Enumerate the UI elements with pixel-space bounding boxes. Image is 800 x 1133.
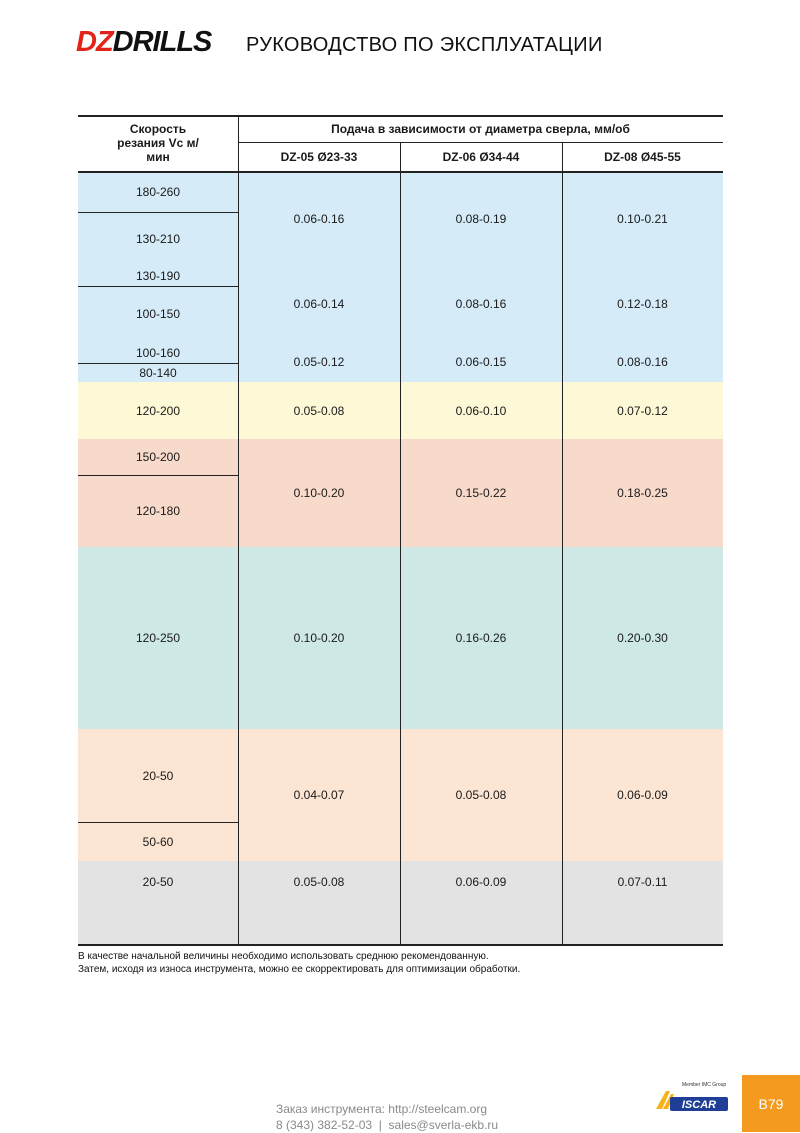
- feed-group-header: Подача в зависимости от диаметра сверла, мм/об: [331, 121, 630, 136]
- speed-cell: 120-200: [135, 403, 181, 418]
- feed-cell: [400, 903, 562, 945]
- speed-cell: 120-180: [135, 504, 181, 518]
- feed-cell: 0.05-0.08: [293, 875, 345, 889]
- feed-cell: 0.15-0.22: [455, 486, 507, 500]
- table-rule: [78, 212, 238, 213]
- speed-cell: 20-50: [142, 875, 174, 889]
- table-rule: [78, 115, 723, 117]
- page-footer: [276, 1101, 498, 1133]
- speed-cell: 150-200: [135, 450, 181, 464]
- feed-cell: [562, 903, 723, 945]
- feed-cell: 0.08-0.19: [455, 211, 507, 226]
- iscar-logo: [656, 1083, 728, 1113]
- logo-drills: DRILLS: [112, 26, 212, 58]
- speed-cell: 80-140: [139, 365, 177, 380]
- footnote-line-2: Затем, исходя из износа инструмента, можно ее скорректировать для оптимизации обработки.: [78, 964, 521, 975]
- feed-cell: 0.10-0.20: [293, 631, 345, 645]
- table-rule: [562, 142, 563, 945]
- feed-cell: 0.06-0.14: [293, 297, 345, 311]
- footnote: [78, 950, 520, 976]
- feed-cell: 0.10-0.20: [293, 486, 345, 500]
- order-link-text: Заказ инструмента: http://steelcam.org: [276, 1102, 488, 1116]
- feed-cell: 0.06-0.15: [455, 355, 507, 369]
- drill-column-header: DZ-08 Ø45-55: [604, 149, 681, 164]
- speed-column-header: Скорость резания Vc м/мин: [117, 122, 199, 164]
- speed-cell: [78, 903, 238, 945]
- speed-cell: 100-150: [135, 307, 181, 321]
- speed-cell: 20-50: [142, 768, 174, 783]
- table-rule: [78, 475, 238, 476]
- footnote-line-1: В качестве начальной величины необходимо использовать среднюю рекомендованную.: [78, 951, 489, 962]
- feed-cell: 0.18-0.25: [617, 486, 668, 500]
- feed-cell: 0.10-0.21: [617, 211, 668, 226]
- page-number: B79: [742, 1075, 800, 1132]
- feed-cell: 0.05-0.08: [293, 403, 345, 418]
- feed-cell: 0.04-0.07: [293, 788, 345, 802]
- speed-cell: 180-260: [135, 184, 181, 199]
- feed-cell: 0.12-0.18: [617, 297, 668, 311]
- contact-text: 8 (343) 382-52-03 | sales@sverla-ekb.ru: [276, 1118, 499, 1132]
- feed-cell: 0.06-0.09: [455, 875, 507, 889]
- feed-cell: 0.07-0.11: [617, 875, 668, 889]
- table-rule: [238, 142, 723, 143]
- drill-column-header: DZ-06 Ø34-44: [442, 149, 520, 164]
- feed-cell: 0.05-0.12: [293, 355, 345, 369]
- feed-cell: [238, 903, 400, 945]
- speed-cell: 130-210: [135, 232, 181, 246]
- feed-cell: 0.08-0.16: [617, 355, 668, 369]
- member-imc-text: Member IMC Group: [682, 1082, 727, 1088]
- logo-dz: DZ: [76, 26, 113, 58]
- feed-cell: 0.05-0.08: [455, 788, 507, 802]
- table-rule: [238, 115, 239, 945]
- table-rule: [78, 286, 238, 287]
- iscar-brand-text: ISCAR: [681, 1099, 717, 1111]
- table-rule: [78, 822, 238, 823]
- table-rule: [400, 142, 401, 945]
- feed-cell: 0.16-0.26: [455, 631, 507, 645]
- speed-cell: 130-190: [135, 269, 181, 283]
- speed-cell: 120-250: [135, 631, 181, 645]
- speed-cell: 100-160: [135, 345, 181, 360]
- feed-cell: 0.06-0.16: [293, 211, 345, 226]
- table-rule: [78, 363, 238, 364]
- feed-cell: 0.07-0.12: [617, 403, 668, 418]
- feed-cell: 0.08-0.16: [455, 297, 507, 311]
- feed-cell: 0.20-0.30: [617, 631, 668, 645]
- feed-cell: 0.06-0.10: [455, 403, 507, 418]
- speed-cell: 50-60: [142, 834, 174, 849]
- page-title: РУКОВОДСТВО ПО ЭКСПЛУАТАЦИИ: [246, 34, 603, 56]
- feed-cell: 0.06-0.09: [617, 788, 668, 802]
- drill-column-header: DZ-05 Ø23-33: [280, 149, 358, 164]
